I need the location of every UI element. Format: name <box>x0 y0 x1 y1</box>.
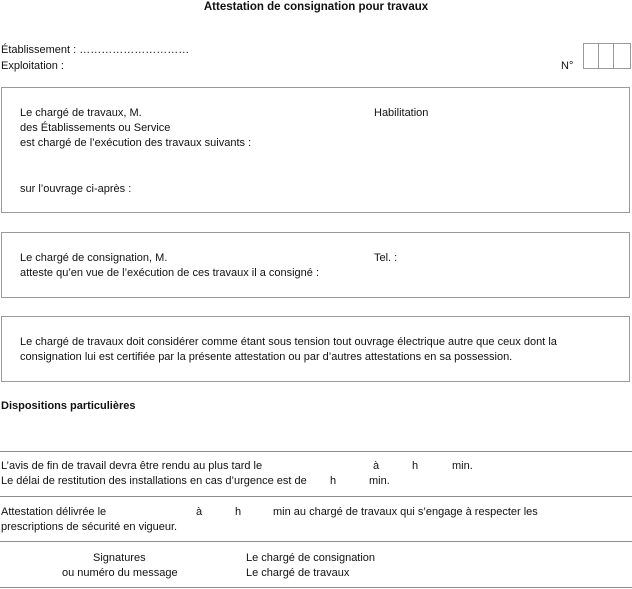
attestation-h: h <box>235 506 242 518</box>
divider-4 <box>0 587 632 588</box>
delai-restitution-line: Le délai de restitution des installations en cas d’urgence est de <box>1 475 307 487</box>
avertissement-line-1: Le chargé de travaux doit considérer comme étant sous tension tout ouvrage électrique autre que ceux dont la <box>20 336 557 348</box>
delai-h: h <box>330 475 337 487</box>
charge-travaux-line: Le chargé de travaux, M. <box>20 107 142 119</box>
numero-box-2 <box>598 43 614 69</box>
numero-box-1 <box>583 43 599 69</box>
signature-charge-travaux: Le chargé de travaux <box>246 567 350 579</box>
attestation-a: à <box>196 506 203 518</box>
etablissements-line: des Établissements ou Service <box>20 122 171 134</box>
ouvrage-line: sur l’ouvrage ci-après : <box>20 183 132 195</box>
fin-travail-min: min. <box>452 460 473 472</box>
travaux-suivants-line: est chargé de l’exécution des travaux suivants : <box>20 137 252 149</box>
tel-label: Tel. : <box>374 252 398 264</box>
numero-label: N° <box>561 60 574 72</box>
fin-travail-line: L’avis de fin de travail devra être rendu au plus tard le <box>1 460 263 472</box>
habilitation-label: Habilitation <box>374 107 429 119</box>
numero-box-3 <box>613 43 631 69</box>
exploitation-field: Exploitation : <box>1 60 64 72</box>
page-title: Attestation de consignation pour travaux <box>203 1 429 13</box>
attestation-delivree-line: Attestation délivrée le <box>1 506 107 518</box>
signature-charge-consignation: Le chargé de consignation <box>246 552 376 564</box>
dispositions-heading: Dispositions particulières <box>1 400 136 412</box>
fin-travail-h: h <box>412 460 419 472</box>
charge-consignation-line: Le chargé de consignation, M. <box>20 252 168 264</box>
divider-3 <box>0 541 632 542</box>
delai-min: min. <box>369 475 390 487</box>
atteste-line: atteste qu’en vue de l’exécution de ces travaux il a consigné : <box>20 267 320 279</box>
prescriptions-line: prescriptions de sécurité en vigueur. <box>1 521 178 533</box>
signatures-label: Signatures <box>93 552 146 564</box>
etablissement-field: Établissement : ………………………… <box>1 44 190 56</box>
divider-1 <box>0 451 632 452</box>
divider-2 <box>0 496 632 497</box>
fin-travail-a: à <box>373 460 380 472</box>
avertissement-line-2: consignation lui est certifiée par la présente attestation ou par d’autres attestations en sa possession. <box>20 351 513 363</box>
attestation-suite: min au chargé de travaux qui s’engage à respecter les <box>273 506 538 518</box>
numero-message-label: ou numéro du message <box>62 567 178 579</box>
